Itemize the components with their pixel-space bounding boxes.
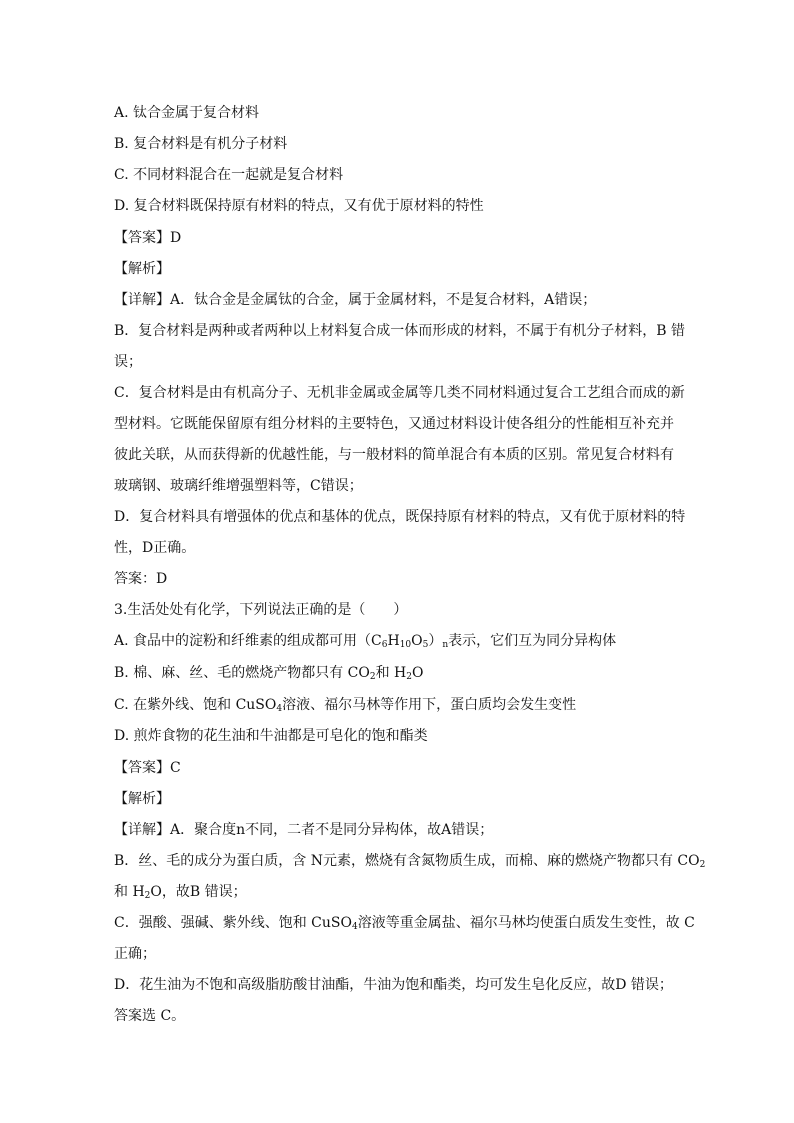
q3-detail-b-line1 [114,852,706,870]
q3-option-b-sub2: 2 [406,672,412,682]
q3-detail-c-line1-sub: 4 [351,922,358,932]
q3-option-d: D. 煎炸食物的花生油和牛油都是可皂化的饱和酯类 [114,728,428,744]
q2-detail-c-line3: 彼此关联，从而获得新的优越性能，与一般材料的简单混合有本质的区别。常见复合材料有 [114,447,674,463]
q3-detail-c-line1-post: 溶液等重金属盐、福尔马林均使蛋白质发生变性，故 C [357,915,695,931]
q3-analysis-label: 【解析】 [114,791,170,807]
q3-option-a-mid2: O [411,633,423,649]
q3-detail-c-line1 [114,914,694,932]
q2-option-d: D. 复合材料既保持原有材料的特点，又有优于原材料的特性 [114,198,484,214]
q2-option-a: A. 钛合金属于复合材料 [114,105,260,121]
q2-answer-label: 【答案】D [114,230,182,246]
q3-option-a-pre: A. 食品中的淀粉和纤维素的组成都可用（C [114,633,382,649]
q2-detail-b-line2: 误； [114,354,142,370]
q3-option-a-sub1: 6 [381,640,388,650]
q3-detail-d: D．花生油为不饱和高级脂肪酸甘油酯，牛油为饱和酯类，均可发生皂化反应，故D 错误； [114,977,673,993]
q3-option-a [114,632,694,650]
q3-option-b-mid: 和 H [375,665,407,681]
q3-option-a-sub3: 5 [422,640,429,650]
q3-option-c-pre: C. 在紫外线、饱和 CuSO [114,697,277,713]
q2-detail-a: 【详解】A．钛合金是金属钛的合金，属于金属材料，不是复合材料，A错误； [114,292,597,308]
q3-answer-label: 【答案】C [114,760,181,776]
q3-option-c-post: 溶液、福尔马林等作用下，蛋白质均会发生变性 [282,697,577,713]
q2-option-c: C. 不同材料混合在一起就是复合材料 [114,167,344,183]
q2-analysis-label: 【解析】 [114,261,170,277]
q3-detail-b-line1-text: B．丝、毛的成分为蛋白质，含 N元素，燃烧有含氮物质生成，而棉、麻的燃烧产物都只有 CO [114,853,700,869]
q3-detail-c-line2: 正确； [114,946,156,962]
q2-detail-b-line1: B．复合材料是两种或者两种以上材料复合成一体而形成的材料，不属于有机分子材料，B 错 [114,323,686,339]
q3-option-a-mid1: H [387,633,400,649]
q3-final-answer: 答案选 C。 [114,1008,186,1024]
q3-stem: 3.生活处处有化学，下列说法正确的是（ ） [114,602,408,618]
q3-option-c [114,696,694,714]
q2-detail-d-line1: D．复合材料具有增强体的优点和基体的优点，既保持原有材料的特点，又有优于原材料的特 [114,509,686,525]
q3-detail-c-line1-pre: C．强酸、强碱、紫外线、饱和 CuSO [114,915,352,931]
q2-detail-d-line2: 性，D正确。 [114,540,196,556]
q3-detail-b-line2-sub: 2 [144,891,151,901]
q3-detail-b-line2-pre: 和 H [114,884,145,900]
q3-option-a-sub4: n [442,640,449,650]
q2-option-b: B. 复合材料是有机分子材料 [114,136,288,152]
q3-detail-b-line2 [114,883,694,901]
q3-detail-b-line1-sub: 2 [699,860,706,870]
q2-final-answer: 答案：D [114,571,168,587]
q3-option-b [114,664,694,682]
q3-option-c-sub: 4 [276,704,283,714]
q3-option-a-sub2: 10 [399,640,412,650]
q3-option-a-post: 表示，它们互为同分异构体 [448,633,617,649]
q3-option-b-pre: B. 棉、麻、丝、毛的燃烧产物都只有 CO [114,665,370,681]
q2-detail-c-line1: C．复合材料是由有机高分子、无机非金属或金属等几类不同材料通过复合工艺组合而成的新 [114,385,685,401]
q3-option-a-mid3: ） [428,633,443,649]
q3-option-b-post: O [411,665,424,681]
q2-detail-c-line2: 型材料。它既能保留原有组分材料的主要特色，又通过材料设计使各组分的性能相互补充并 [114,416,674,432]
q3-detail-a: 【详解】A．聚合度n不同，二者不是同分异构体，故A错误； [114,822,494,838]
q2-detail-c-line4: 玻璃钢、玻璃纤维增强塑料等，C错误； [114,478,363,494]
q3-detail-b-line2-post: O，故B 错误； [150,884,247,900]
q3-option-b-sub1: 2 [369,672,376,682]
